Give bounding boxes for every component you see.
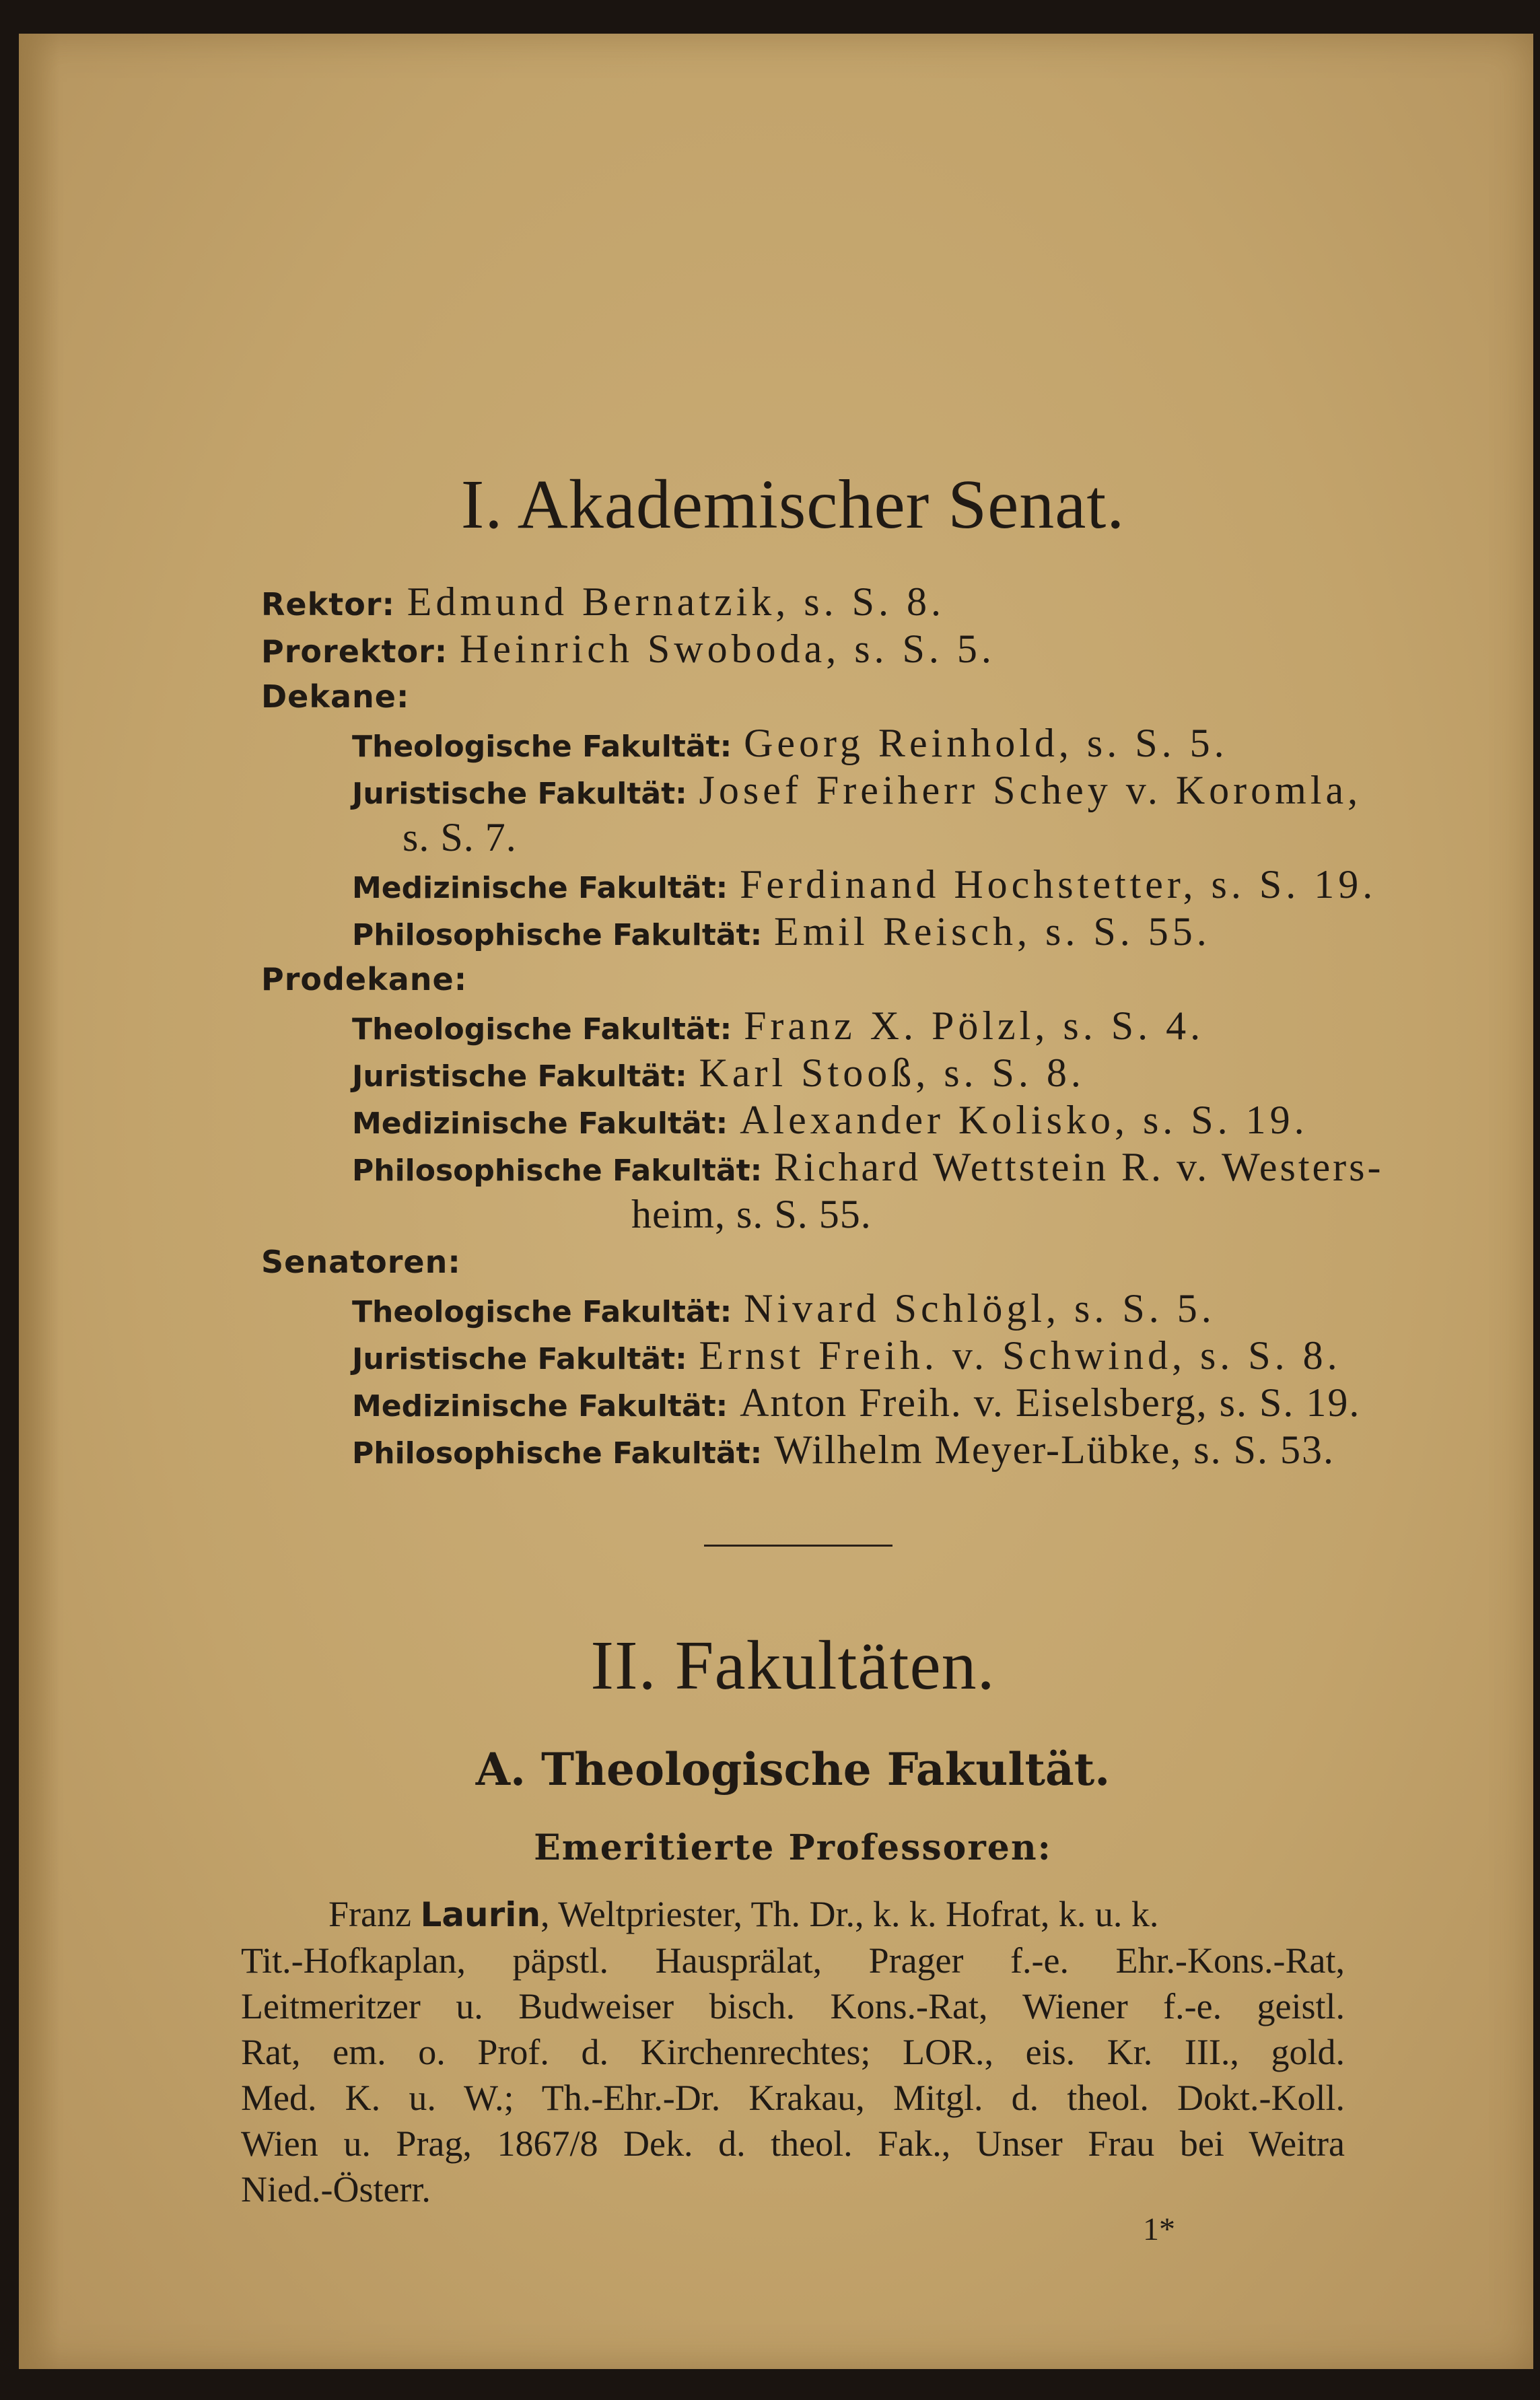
- entry-line-6: Wien u. Prag, 1867/8 Dek. d. theol. Fak., Unser Frau bei Weitra: [241, 2123, 1345, 2164]
- fakultaeten-heading: II. Fakultäten.: [590, 1627, 995, 1704]
- senator-theologie: Theologische Fakultät: Nivard Schlögl, s. S. 5.: [352, 1286, 1216, 1331]
- senat-heading: I. Akademischer Senat.: [460, 466, 1125, 543]
- document-page: [19, 34, 1533, 2369]
- page-gutter: [19, 34, 59, 2369]
- prodekan-medizin: Medizinische Fakultät: Alexander Kolisko, s. S. 19.: [352, 1098, 1308, 1142]
- dekan-jus-cont: s. S. 7.: [403, 815, 517, 859]
- prorektor-value: Heinrich Swoboda, s. S. 5.: [459, 627, 995, 671]
- emeriti-heading: Emeritierte Professoren:: [534, 1827, 1052, 1868]
- entry-line-5: Med. K. u. W.; Th.-Ehr.-Dr. Krakau, Mitgl. d. theol. Dokt.-Koll.: [241, 2078, 1345, 2118]
- senator-philosophie: Philosophische Fakultät: Wilhelm Meyer-Lübke, s. S. 53.: [352, 1427, 1335, 1472]
- entry-line-1: Franz Laurin, Weltpriester, Th. Dr., k. k. Hofrat, k. u. k.: [328, 1894, 1159, 1934]
- page-number: 1*: [1143, 2212, 1175, 2247]
- prorektor-label: Prorektor:: [261, 633, 448, 670]
- dekan-theologie: Theologische Fakultät: Georg Reinhold, s. S. 5.: [352, 721, 1228, 765]
- entry-line-3: Leitmeritzer u. Budweiser bisch. Kons.-Rat, Wiener f.-e. geistl.: [241, 1986, 1345, 2026]
- entry-line-7: Nied.-Österr.: [241, 2169, 431, 2210]
- dekan-medizin: Medizinische Fakultät: Ferdinand Hochstetter, s. S. 19.: [352, 862, 1377, 907]
- entry-line-4: Rat, em. o. Prof. d. Kirchenrechtes; LOR., eis. Kr. III., gold.: [241, 2032, 1345, 2072]
- prodekan-theologie: Theologische Fakultät: Franz X. Pölzl, s. S. 4.: [352, 1003, 1205, 1048]
- theologie-heading: A. Theologische Fakultät.: [475, 1743, 1111, 1796]
- laurin-entry: [241, 1891, 1345, 2212]
- dekane-label: Dekane:: [261, 678, 410, 715]
- dekan-jus: Juristische Fakultät: Josef Freiherr Schey v. Koromla,: [352, 768, 1362, 812]
- senator-jus: Juristische Fakultät: Ernst Freih. v. Schwind, s. S. 8.: [352, 1333, 1341, 1378]
- rektor-label: Rektor:: [261, 586, 395, 623]
- rektor-line: [261, 579, 945, 625]
- prodekane-label: Prodekane:: [261, 961, 468, 997]
- dekan-philosophie: Philosophische Fakultät: Emil Reisch, s. S. 55.: [352, 909, 1211, 954]
- rektor-value: Edmund Bernatzik, s. S. 8.: [407, 579, 945, 624]
- prodekan-philosophie-cont: heim, s. S. 55.: [631, 1192, 872, 1236]
- entry-line-2: Tit.-Hofkaplan, päpstl. Hausprälat, Prager f.-e. Ehr.-Kons.-Rat,: [241, 1940, 1345, 1981]
- senator-medizin: Medizinische Fakultät: Anton Freih. v. Eiselsberg, s. S. 19.: [352, 1380, 1361, 1425]
- section-divider: [704, 1545, 893, 1547]
- entry-name: Laurin: [420, 1895, 541, 1934]
- senatoren-label: Senatoren:: [261, 1244, 461, 1280]
- prodekan-jus: Juristische Fakultät: Karl Stooß, s. S. 8.: [352, 1051, 1085, 1095]
- prodekan-philosophie: Philosophische Fakultät: Richard Wettstein R. v. Westers-: [352, 1145, 1384, 1189]
- prorektor-line: [261, 626, 995, 672]
